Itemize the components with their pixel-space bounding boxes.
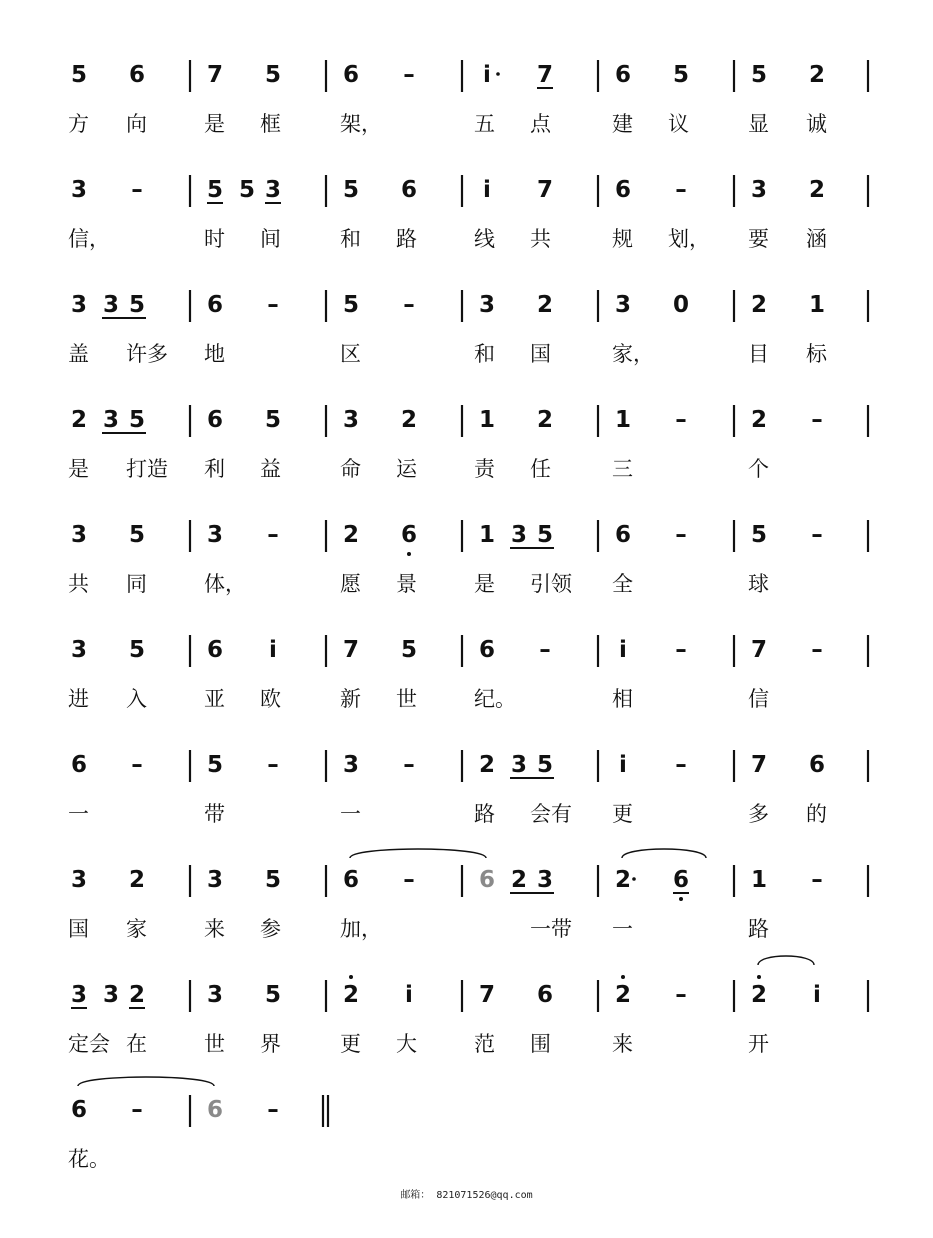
jianpu-note: 2 [750, 292, 768, 318]
jianpu-note: 2 [614, 982, 632, 1008]
lyric-syllable: 的 [806, 802, 827, 826]
jianpu-note: 6 [478, 867, 496, 893]
jianpu-note: i [619, 752, 627, 778]
jianpu-note: i [483, 177, 491, 203]
lyric-syllable: 规 [612, 227, 633, 251]
dash-sustain: – [539, 637, 551, 663]
lyric-syllable: 纪。 [474, 687, 516, 711]
dash-sustain: – [131, 1097, 143, 1123]
dash-sustain: – [675, 407, 687, 433]
jianpu-note: 5 [536, 752, 554, 778]
dash-sustain: – [675, 637, 687, 663]
jianpu-note: 2 [128, 867, 146, 893]
tie-arc [758, 956, 814, 965]
lyric-syllable: 建 [612, 112, 633, 136]
jianpu-note: i [269, 637, 277, 663]
jianpu-note: 5 [128, 407, 146, 433]
lyric-syllable: 命 [340, 457, 361, 481]
lyric-syllable: 新 [340, 687, 361, 711]
jianpu-note: 7 [750, 637, 768, 663]
jianpu-note: 3 [510, 522, 528, 548]
augmentation-dot [632, 877, 636, 881]
lyric-syllable: 责 [474, 457, 495, 481]
lyric-syllable: 入 [126, 687, 147, 711]
jianpu-note: 6 [342, 867, 360, 893]
dash-sustain: – [811, 637, 823, 663]
lyric-syllable: 任 [530, 457, 551, 481]
lyric-syllable: 多 [748, 802, 769, 826]
lyric-syllable: 更 [612, 802, 633, 826]
lyric-syllable: 进 [68, 687, 89, 711]
jianpu-note: 2 [478, 752, 496, 778]
jianpu-note: 5 [342, 177, 360, 203]
lyric-syllable: 五 [474, 112, 495, 136]
lyric-syllable: 世 [204, 1032, 225, 1056]
lyric-syllable: 目 [748, 342, 769, 366]
jianpu-note: 0 [672, 292, 690, 318]
jianpu-note: 2 [750, 982, 768, 1008]
jianpu-note: 2 [808, 62, 826, 88]
jianpu-note: 7 [206, 62, 224, 88]
lyric-syllable: 显 [748, 112, 769, 136]
lyric-syllable: 共 [68, 572, 89, 596]
jianpu-note: 1 [478, 522, 496, 548]
jianpu-note: 3 [206, 867, 224, 893]
jianpu-note: 6 [206, 637, 224, 663]
dash-sustain: – [267, 752, 279, 778]
lyric-syllable: 标 [806, 342, 827, 366]
jianpu-note: 3 [70, 292, 88, 318]
lyric-syllable: 个 [748, 457, 769, 481]
lyric-syllable: 围 [530, 1032, 551, 1056]
dash-sustain: – [403, 752, 415, 778]
lyric-syllable: 同 [126, 572, 147, 596]
footer-email: 邮箱： 821071526@qq.com [400, 1190, 533, 1201]
octave-low-dot [679, 897, 683, 901]
lyric-syllable: 带 [204, 802, 225, 826]
lyric-syllable: 利 [204, 457, 225, 481]
jianpu-note: 1 [614, 407, 632, 433]
lyric-syllable: 国 [530, 342, 551, 366]
lyric-syllable: 涵 [806, 227, 827, 251]
lyric-syllable: 是 [474, 572, 495, 596]
jianpu-note: 2 [342, 982, 360, 1008]
dash-sustain: – [267, 1097, 279, 1123]
jianpu-note: 2 [70, 407, 88, 433]
jianpu-note: 2 [750, 407, 768, 433]
lyric-syllable: 时 [204, 227, 225, 251]
jianpu-note: 3 [264, 177, 282, 203]
lyric-syllable: 相 [612, 687, 633, 711]
lyric-syllable: 方 [68, 112, 89, 136]
jianpu-note: 2 [808, 177, 826, 203]
jianpu-note: 3 [70, 982, 88, 1008]
lyric-syllable: 大 [396, 1032, 417, 1056]
lyric-syllable: 和 [340, 227, 361, 251]
jianpu-note: 3 [206, 522, 224, 548]
jianpu-note: 2 [400, 407, 418, 433]
jianpu-note: 6 [342, 62, 360, 88]
jianpu-note: 3 [342, 407, 360, 433]
lyric-syllable: 是 [68, 457, 89, 481]
jianpu-note: 6 [70, 1097, 88, 1123]
lyric-syllable: 景 [396, 572, 417, 596]
lyric-syllable: 一 [340, 802, 361, 826]
jianpu-note: 3 [478, 292, 496, 318]
lyric-syllable: 线 [474, 227, 495, 251]
jianpu-note: 7 [536, 177, 554, 203]
jianpu-note: 5 [128, 292, 146, 318]
jianpu-note: 5 [264, 62, 282, 88]
lyric-syllable: 区 [340, 342, 361, 366]
lyric-syllable: 和 [474, 342, 495, 366]
tie-arc [78, 1077, 214, 1086]
lyric-syllable: 家， [612, 342, 654, 366]
lyric-syllable: 会有 [530, 802, 572, 826]
tie-arc [350, 849, 486, 858]
lyric-syllable: 开 [748, 1032, 769, 1056]
jianpu-note: 5 [264, 407, 282, 433]
jianpu-note: 5 [128, 637, 146, 663]
dash-sustain: – [675, 982, 687, 1008]
dash-sustain: – [811, 407, 823, 433]
lyric-syllable: 一 [612, 917, 633, 941]
dash-sustain: – [675, 522, 687, 548]
lyric-syllable: 信， [68, 227, 110, 251]
lyric-syllable: 全 [612, 572, 633, 596]
jianpu-note: 1 [478, 407, 496, 433]
jianpu-note: 1 [808, 292, 826, 318]
jianpu-note: 3 [614, 292, 632, 318]
tie-arc [622, 849, 706, 858]
jianpu-note: 6 [70, 752, 88, 778]
lyric-syllable: 点 [530, 112, 551, 136]
octave-high-dot [757, 975, 761, 979]
lyric-syllable: 益 [260, 457, 281, 481]
lyric-syllable: 信 [748, 687, 769, 711]
jianpu-note: i [483, 62, 491, 88]
jianpu-note: 3 [70, 867, 88, 893]
jianpu-note: 3 [102, 982, 120, 1008]
jianpu-note: 5 [238, 177, 256, 203]
jianpu-note: 1 [750, 867, 768, 893]
jianpu-note: 5 [342, 292, 360, 318]
jianpu-note: 6 [614, 62, 632, 88]
jianpu-note: 6 [206, 292, 224, 318]
jianpu-note: i [405, 982, 413, 1008]
dash-sustain: – [811, 522, 823, 548]
jianpu-note: 5 [672, 62, 690, 88]
jianpu-note: 3 [70, 522, 88, 548]
jianpu-note: 6 [536, 982, 554, 1008]
jianpu-note: 7 [750, 752, 768, 778]
dash-sustain: – [131, 752, 143, 778]
lyric-syllable: 花。 [68, 1147, 110, 1171]
jianpu-note: 7 [342, 637, 360, 663]
dash-sustain: – [267, 292, 279, 318]
jianpu-note: 6 [206, 1097, 224, 1123]
lyric-syllable: 地 [204, 342, 225, 366]
jianpu-note: 6 [614, 522, 632, 548]
jianpu-note: 7 [478, 982, 496, 1008]
dash-sustain: – [403, 867, 415, 893]
jianpu-note: 2 [128, 982, 146, 1008]
lyric-syllable: 路 [474, 802, 495, 826]
lyric-syllable: 议 [668, 112, 689, 136]
lyric-syllable: 框 [260, 112, 281, 136]
jianpu-note: 6 [672, 867, 690, 893]
jianpu-note: 2 [342, 522, 360, 548]
jianpu-note: 3 [102, 292, 120, 318]
jianpu-note: 2 [510, 867, 528, 893]
jianpu-note: 3 [510, 752, 528, 778]
lyric-syllable: 三 [612, 457, 633, 481]
lyric-syllable: 向 [126, 112, 147, 136]
dash-sustain: – [811, 867, 823, 893]
jianpu-note: 5 [400, 637, 418, 663]
jianpu-note: 3 [102, 407, 120, 433]
jianpu-note: 6 [128, 62, 146, 88]
lyric-syllable: 是 [204, 112, 225, 136]
jianpu-note: 6 [206, 407, 224, 433]
lyric-syllable: 亚 [204, 687, 225, 711]
jianpu-note: 3 [70, 177, 88, 203]
lyric-syllable: 欧 [260, 687, 281, 711]
lyric-syllable: 划， [668, 227, 710, 251]
jianpu-note: i [813, 982, 821, 1008]
lyric-syllable: 运 [396, 457, 417, 481]
lyric-syllable: 间 [260, 227, 281, 251]
lyric-syllable: 球 [748, 572, 769, 596]
lyric-syllable: 加， [340, 917, 382, 941]
jianpu-note: 6 [400, 177, 418, 203]
lyric-syllable: 共 [530, 227, 551, 251]
jianpu-note: 2 [536, 407, 554, 433]
jianpu-note: 5 [128, 522, 146, 548]
lyric-syllable: 定会 [68, 1032, 110, 1056]
lyric-syllable: 参 [260, 917, 281, 941]
lyric-syllable: 架， [340, 112, 382, 136]
lyric-syllable: 世 [396, 687, 417, 711]
lyric-syllable: 范 [474, 1032, 495, 1056]
jianpu-note: 3 [206, 982, 224, 1008]
dash-sustain: – [675, 177, 687, 203]
lyric-syllable: 来 [204, 917, 225, 941]
dash-sustain: – [403, 292, 415, 318]
augmentation-dot [496, 72, 500, 76]
jianpu-note: 5 [70, 62, 88, 88]
lyric-syllable: 盖 [68, 342, 89, 366]
lyric-syllable: 诚 [806, 112, 827, 136]
dash-sustain: – [131, 177, 143, 203]
lyric-syllable: 国 [68, 917, 89, 941]
lyric-syllable: 一 [68, 802, 89, 826]
lyric-syllable: 要 [748, 227, 769, 251]
jianpu-note: 3 [70, 637, 88, 663]
lyric-syllable: 在 [126, 1032, 147, 1056]
jianpu-note: 2 [614, 867, 632, 893]
jianpu-note: 6 [808, 752, 826, 778]
lyric-syllable: 来 [612, 1032, 633, 1056]
jianpu-note: 6 [478, 637, 496, 663]
jianpu-note: 2 [536, 292, 554, 318]
octave-high-dot [621, 975, 625, 979]
dash-sustain: – [267, 522, 279, 548]
lyric-syllable: 愿 [340, 572, 361, 596]
jianpu-note: 6 [400, 522, 418, 548]
lyric-syllable: 更 [340, 1032, 361, 1056]
lyric-syllable: 打造 [126, 457, 168, 481]
lyric-syllable: 家 [126, 917, 147, 941]
jianpu-note: 3 [536, 867, 554, 893]
jianpu-note: 3 [342, 752, 360, 778]
dash-sustain: – [675, 752, 687, 778]
jianpu-note: 5 [750, 522, 768, 548]
lyric-syllable: 体， [204, 572, 246, 596]
jianpu-note: 3 [750, 177, 768, 203]
lyric-syllable: 路 [748, 917, 769, 941]
dash-sustain: – [403, 62, 415, 88]
lyric-syllable: 界 [260, 1032, 281, 1056]
lyric-syllable: 一带 [530, 917, 572, 941]
jianpu-note: 5 [264, 982, 282, 1008]
lyric-syllable: 引领 [530, 572, 572, 596]
octave-low-dot [407, 552, 411, 556]
lyric-syllable: 路 [396, 227, 417, 251]
lyric-syllable: 许多 [126, 342, 168, 366]
jianpu-note: 5 [750, 62, 768, 88]
jianpu-note: 5 [206, 752, 224, 778]
jianpu-note: 5 [264, 867, 282, 893]
jianpu-note: i [619, 637, 627, 663]
jianpu-note: 6 [614, 177, 632, 203]
jianpu-note: 5 [536, 522, 554, 548]
octave-high-dot [349, 975, 353, 979]
jianpu-note: 5 [206, 177, 224, 203]
jianpu-note: 7 [536, 62, 554, 88]
